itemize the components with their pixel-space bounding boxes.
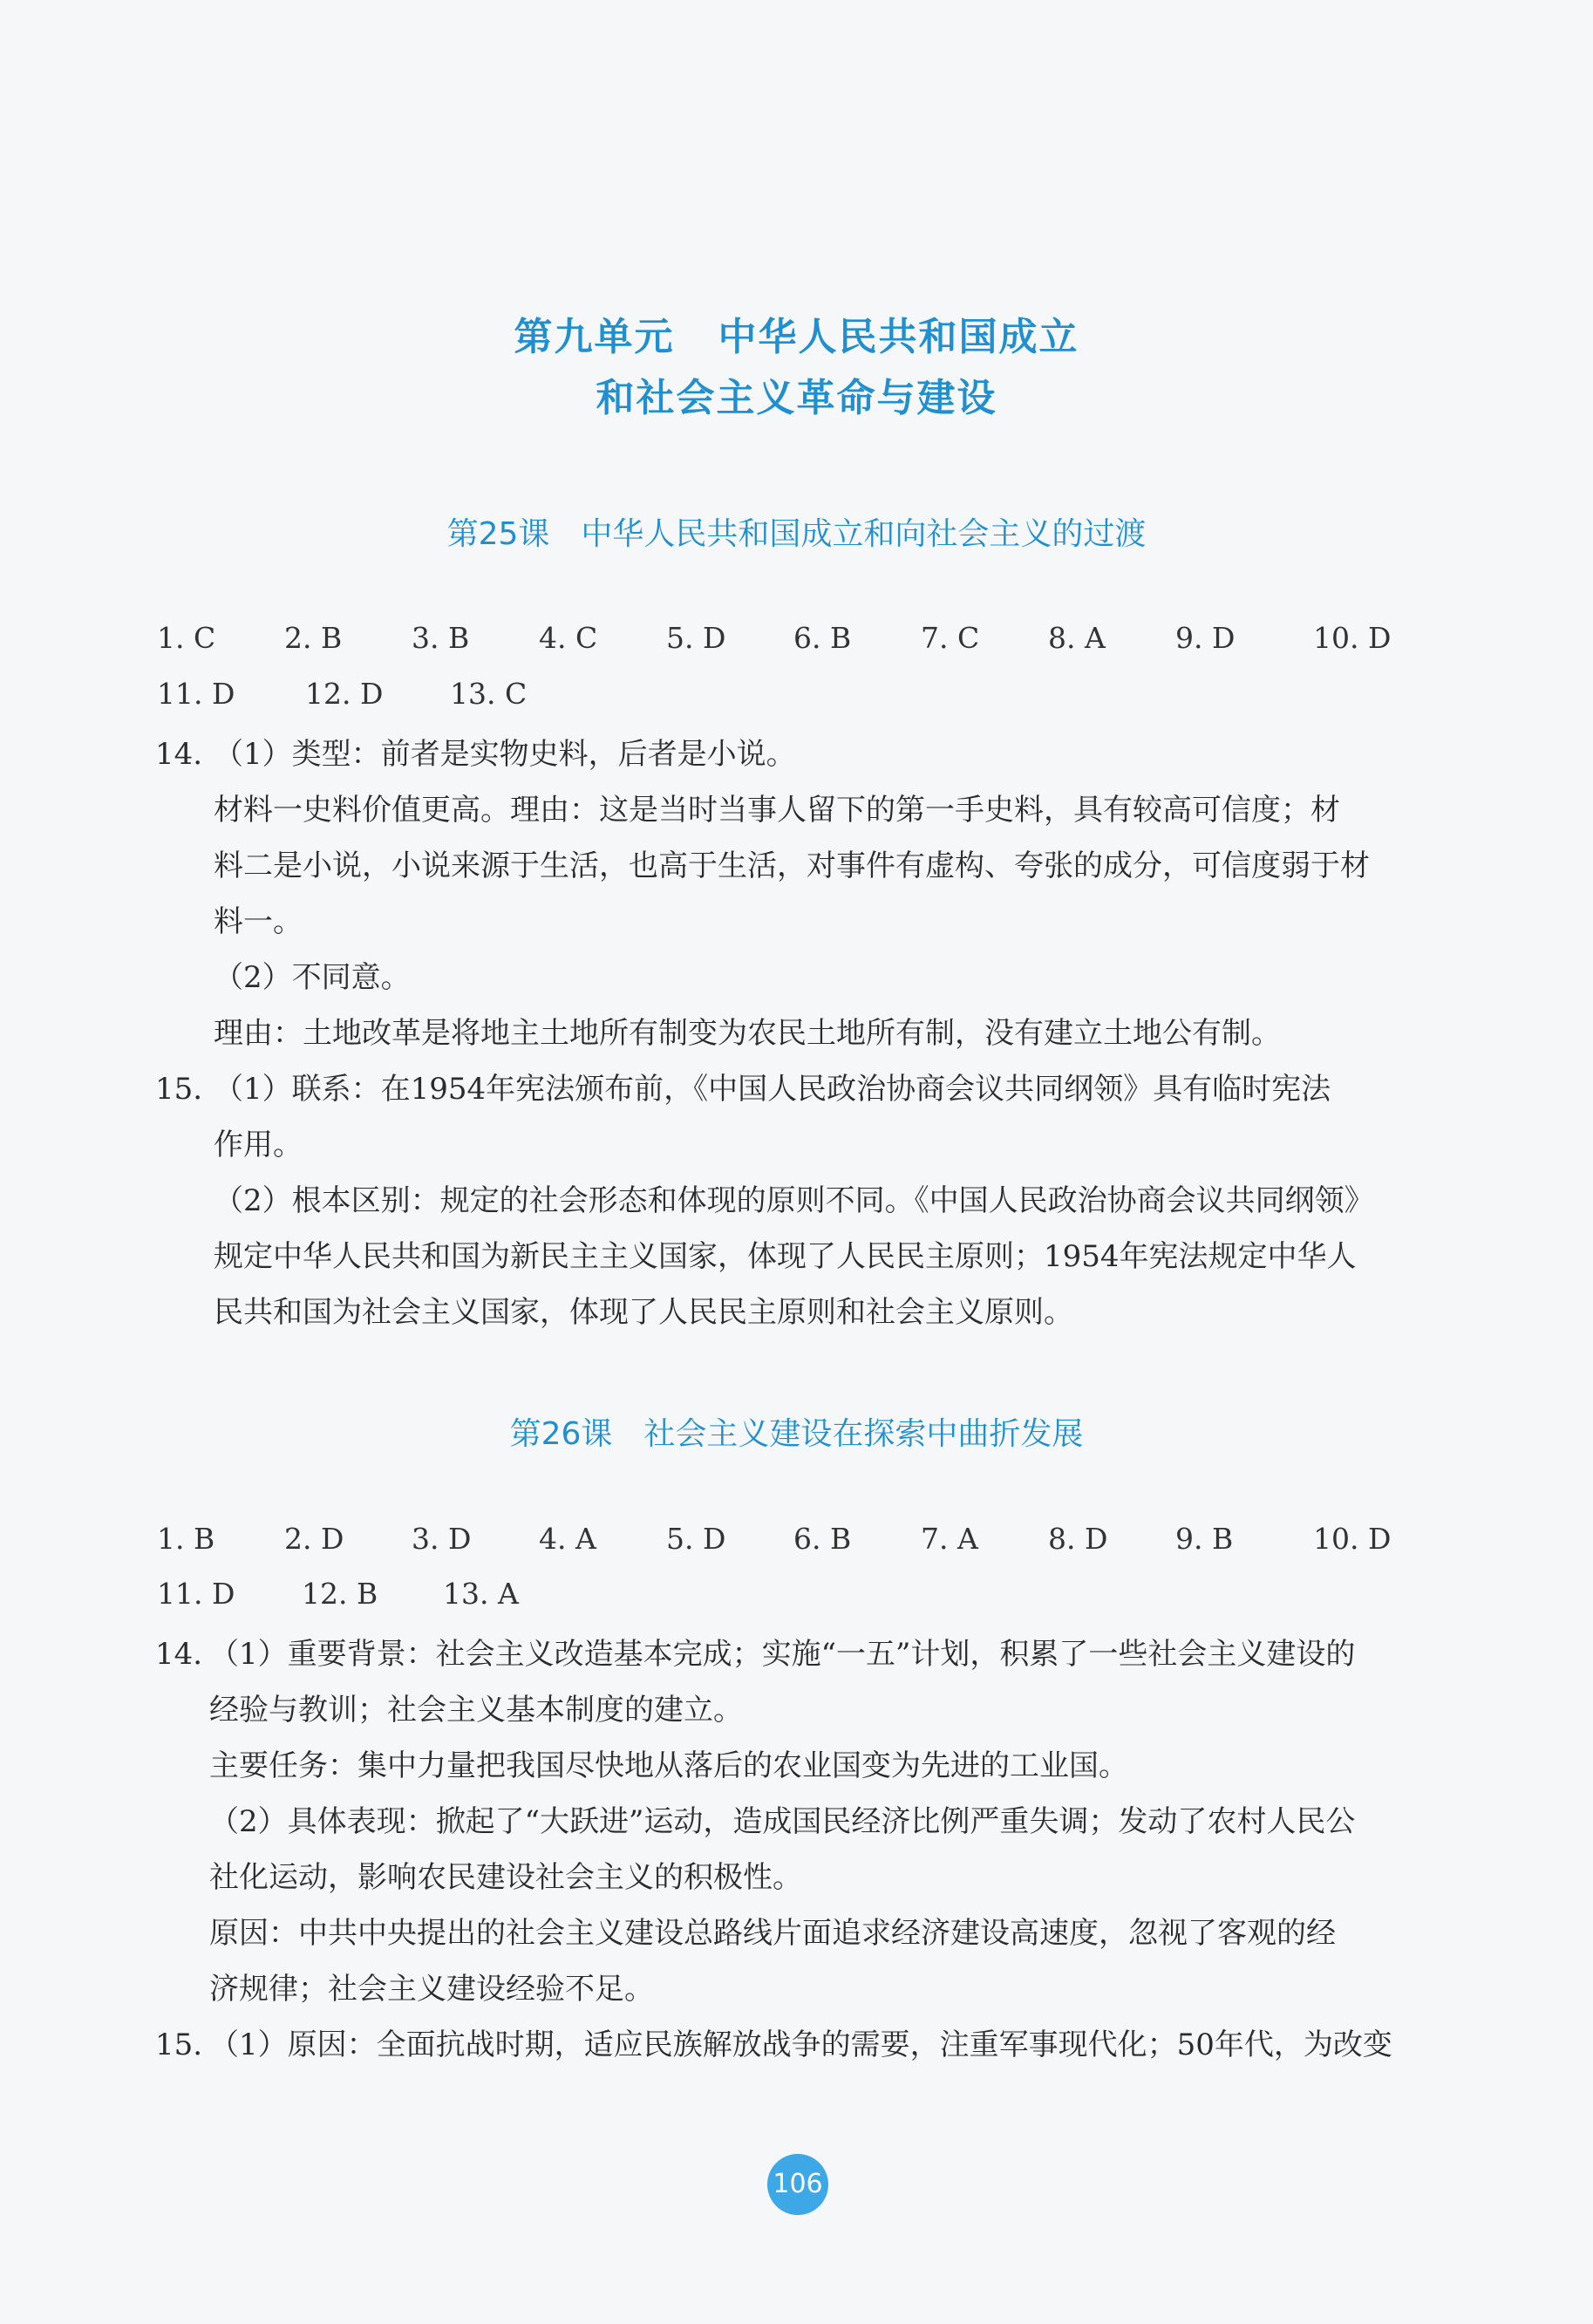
answer-line: 社化运动，影响农民建设社会主义的积极性。	[209, 1860, 802, 1895]
question-number: 14.	[155, 1637, 203, 1672]
answer-line: （1）类型：前者是实物史料，后者是小说。	[214, 737, 796, 772]
answer-line: 料一。	[214, 904, 303, 939]
answer-item: 5. D	[666, 1522, 726, 1556]
answer-item: 2. D	[284, 1522, 344, 1556]
answer-item: 11. D	[157, 1577, 235, 1611]
answer-item: 8. A	[1048, 621, 1106, 655]
answer-item: 6. B	[793, 621, 852, 655]
answer-item: 8. D	[1048, 1522, 1108, 1556]
question-number: 15.	[155, 1072, 203, 1107]
answer-item: 3. D	[412, 1522, 472, 1556]
answer-line: 理由：土地改革是将地主土地所有制变为农民土地所有制，没有建立土地公有制。	[214, 1016, 1281, 1051]
unit-title-line2: 和社会主义革命与建设	[596, 376, 997, 420]
answer-line: （1）原因：全面抗战时期，适应民族解放战争的需要，注重军事现代化；50年代，为改变	[209, 2028, 1392, 2062]
question-number: 14.	[155, 737, 203, 772]
answer-item: 5. D	[666, 621, 726, 655]
answer-item: 2. B	[284, 621, 343, 655]
lesson26-title: 社会主义建设在探索中曲折发展	[643, 1416, 1084, 1452]
lesson25-heading	[0, 509, 1593, 554]
answer-line: 材料一史料价值更高。理由：这是当时当事人留下的第一手史料，具有较高可信度；材	[214, 793, 1340, 828]
answer-line: （1）重要背景：社会主义改造基本完成；实施“一五”计划，积累了一些社会主义建设的	[209, 1637, 1356, 1672]
answer-line: （2）不同意。	[214, 960, 411, 995]
answer-item: 1. B	[157, 1522, 215, 1556]
answer-line: 作用。	[214, 1128, 303, 1162]
answer-item: 11. D	[157, 677, 235, 711]
answer-item: 1. C	[157, 621, 216, 655]
answer-item: 13. C	[450, 677, 528, 711]
unit-name: 中华人民共和国成立	[718, 315, 1079, 359]
answer-item: 7. A	[921, 1522, 978, 1556]
answer-item: 3. B	[412, 621, 470, 655]
lesson25-title: 中华人民共和国成立和向社会主义的过渡	[581, 516, 1147, 552]
answer-item: 9. D	[1175, 621, 1236, 655]
answer-line: 料二是小说，小说来源于生活，也高于生活，对事件有虚构、夸张的成分，可信度弱于材	[214, 848, 1370, 883]
answer-item: 12. D	[305, 677, 384, 711]
answer-item: 12. B	[302, 1577, 378, 1611]
unit-title-line1	[0, 305, 1593, 361]
answer-line: （1）联系：在1954年宪法颁布前，《中国人民政治协商会议共同纲领》具有临时宪法	[214, 1072, 1331, 1107]
answer-line: 规定中华人民共和国为新民主主义国家，体现了人民民主原则；1954年宪法规定中华人	[214, 1239, 1357, 1274]
answer-item: 4. A	[539, 1522, 596, 1556]
unit-number: 第九单元	[514, 315, 675, 359]
lesson26-heading	[0, 1409, 1593, 1454]
answer-item: 6. B	[793, 1522, 852, 1556]
answer-item: 4. C	[539, 621, 598, 655]
answer-item: 9. B	[1175, 1522, 1234, 1556]
answer-item: 13. A	[443, 1577, 519, 1611]
answer-item: 10. D	[1313, 1522, 1392, 1556]
answer-item: 7. C	[921, 621, 980, 655]
answer-line: 经验与教训；社会主义基本制度的建立。	[209, 1693, 743, 1728]
answer-line: 民共和国为社会主义国家，体现了人民民主原则和社会主义原则。	[214, 1295, 1073, 1330]
question-number: 15.	[155, 2028, 203, 2062]
page-number-badge: 106	[767, 2154, 828, 2215]
answer-item: 10. D	[1313, 621, 1392, 655]
answer-line: （2）具体表现：掀起了“大跃进”运动，造成国民经济比例严重失调；发动了农村人民公	[209, 1804, 1356, 1839]
lesson26-label: 第26课	[509, 1416, 613, 1452]
answer-line: 济规律；社会主义建设经验不足。	[209, 1972, 654, 2007]
answer-line: 主要任务：集中力量把我国尽快地从落后的农业国变为先进的工业国。	[209, 1748, 1128, 1783]
answer-line: 原因：中共中央提出的社会主义建设总路线片面追求经济建设高速度，忽视了客观的经	[209, 1916, 1336, 1951]
lesson25-label: 第25课	[446, 516, 550, 552]
answer-line: （2）根本区别：规定的社会形态和体现的原则不同。《中国人民政治协商会议共同纲领》	[214, 1183, 1374, 1218]
